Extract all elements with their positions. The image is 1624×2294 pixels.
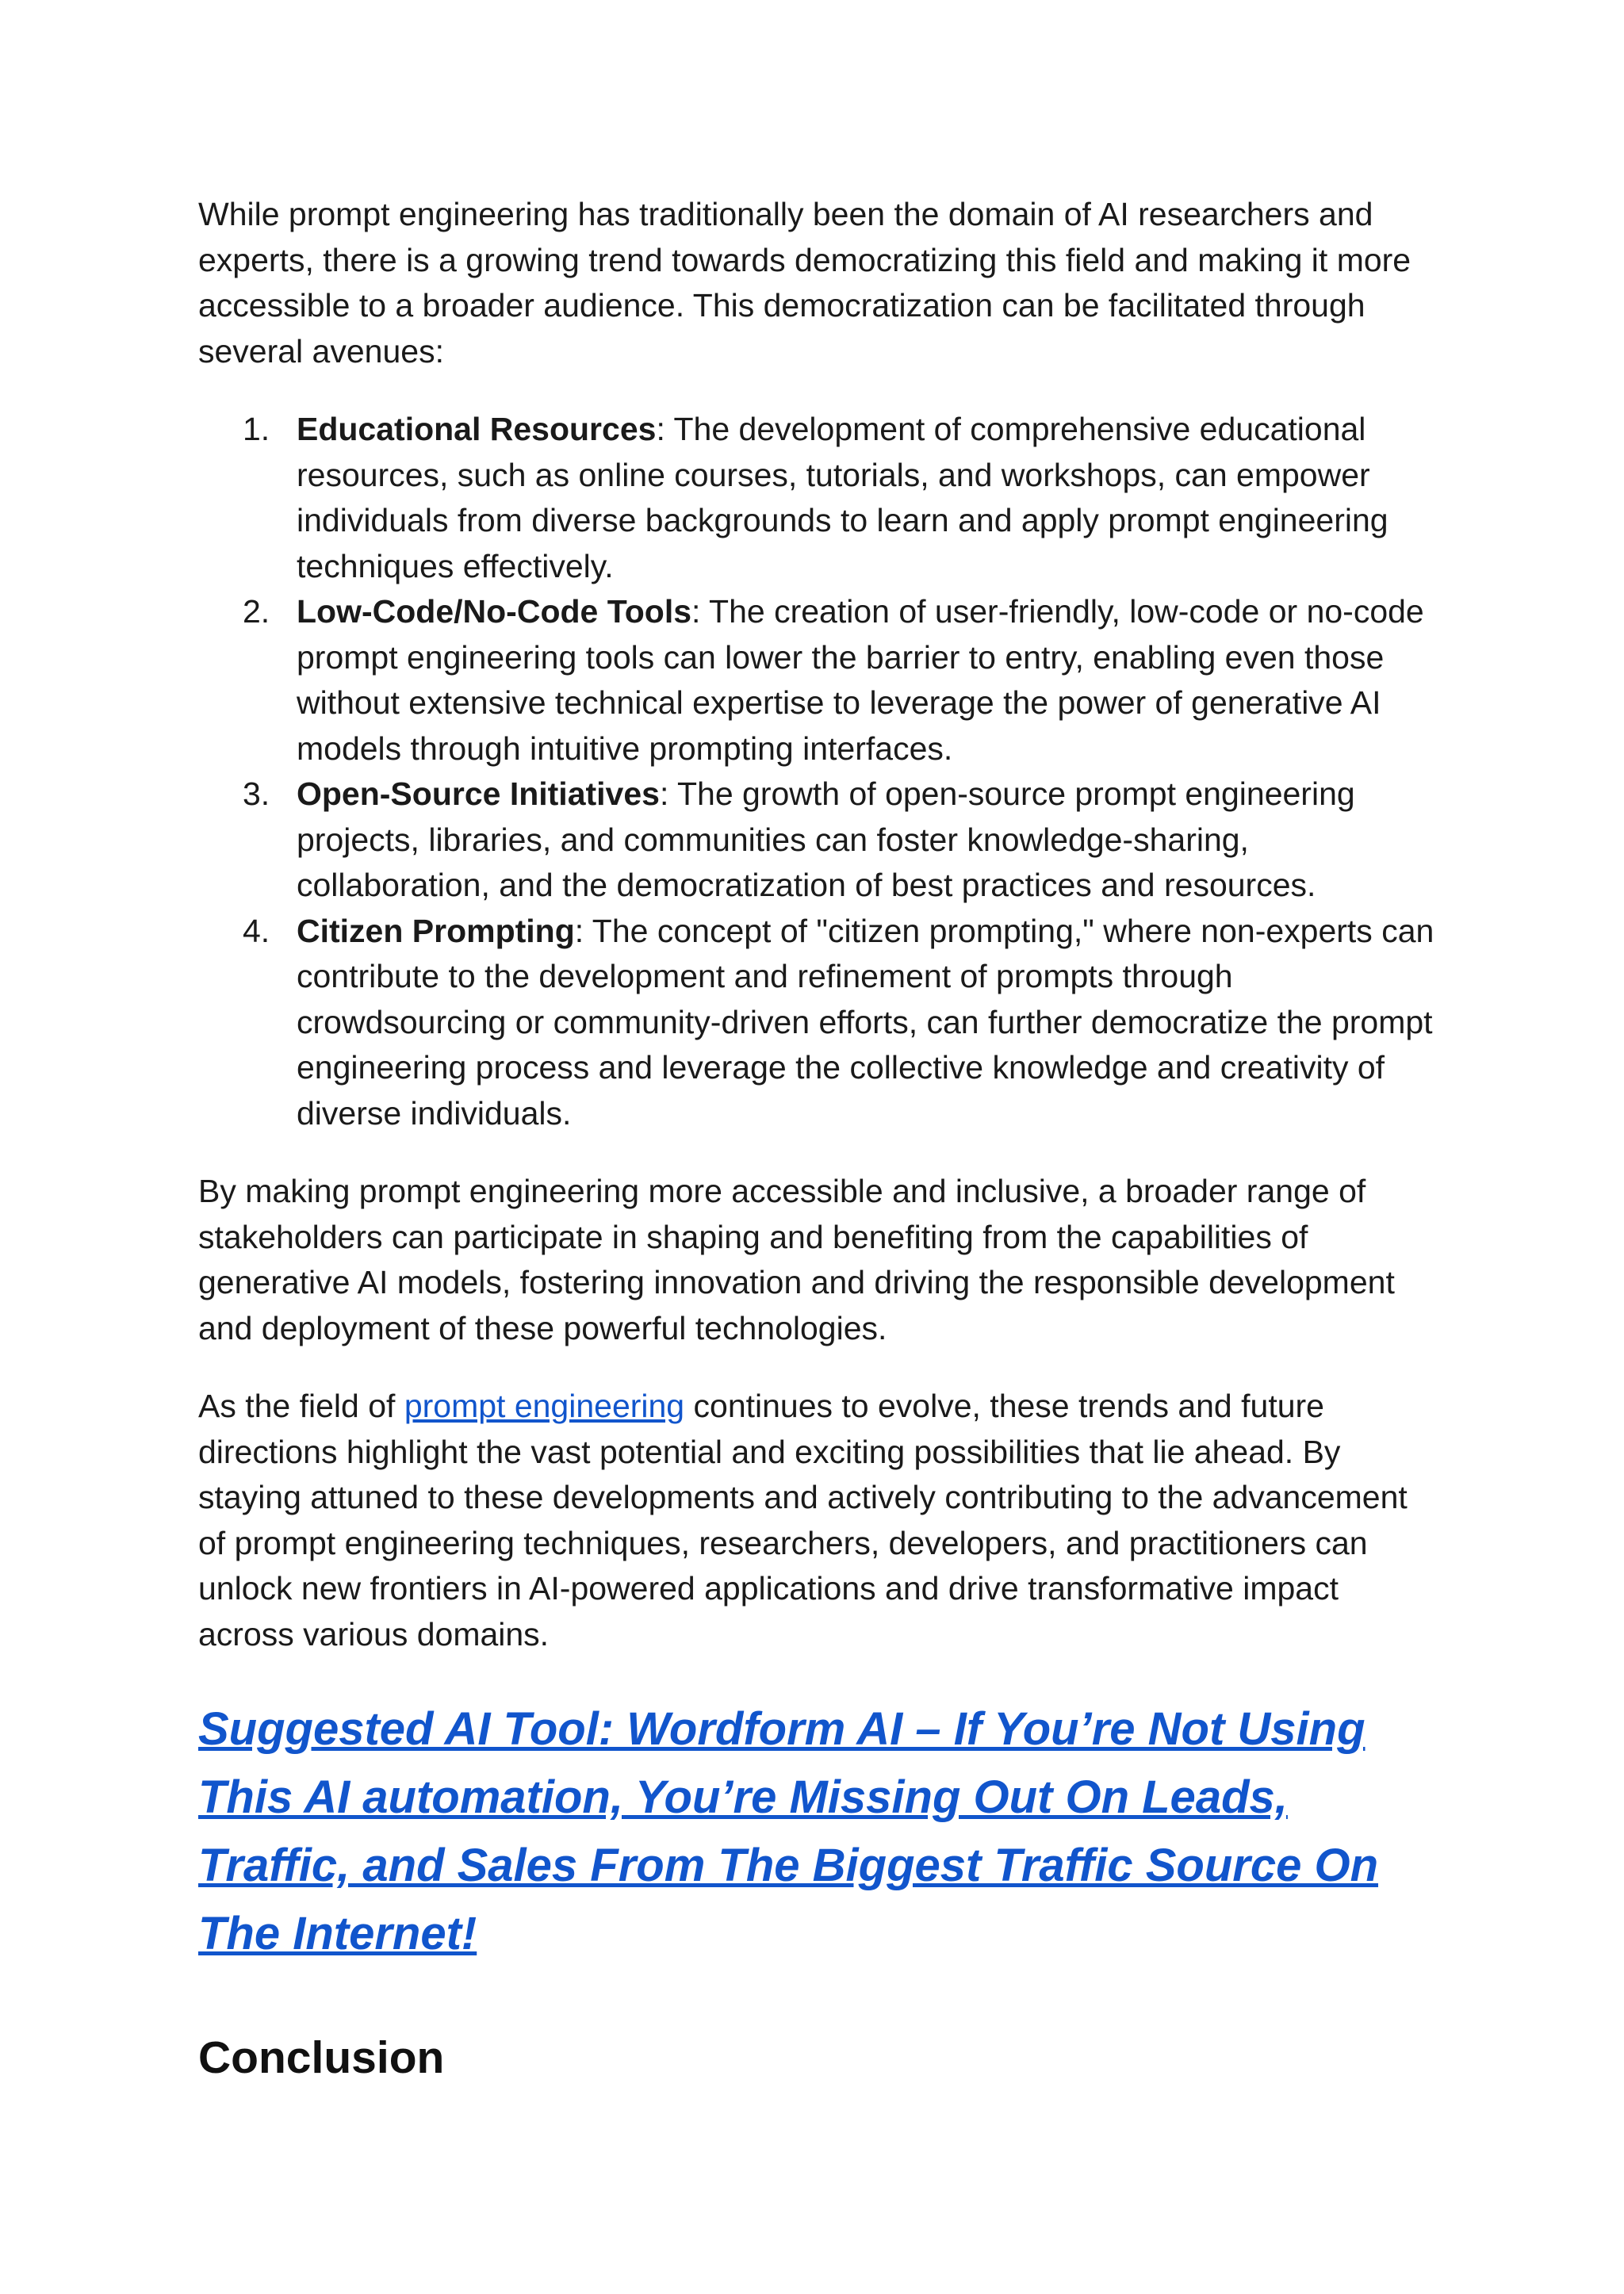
list-item — [198, 589, 1443, 772]
list-item-term: Open-Source Initiatives — [297, 776, 660, 812]
list-item-number: 1. — [243, 411, 270, 447]
intro-paragraph: While prompt engineering has traditionally been the domain of AI researchers and experts, there is a growing trend towards democratizing this field and making it more accessible to a broader audience. This democratization can be facilitated through several avenues: — [198, 196, 1411, 370]
list-item — [198, 407, 1443, 589]
list-item-term: Citizen Prompting — [297, 912, 575, 949]
list-item — [198, 772, 1443, 909]
accessibility-paragraph: By making prompt engineering more accessible and inclusive, a broader range of stakeholders can participate in shaping and benefiting from the capabilities of generative AI models, fostering innovation and driving the responsible development and deployment of these powerful technologies. — [198, 1173, 1395, 1346]
prompt-engineering-link[interactable]: prompt engineering — [404, 1388, 685, 1424]
document-page — [198, 192, 1443, 2085]
list-item — [198, 909, 1443, 1137]
suggested-tool-link[interactable]: Suggested AI Tool: Wordform AI – If You’re Not Using This AI automation, You’re Missing Out On Leads, Traffic, and Sales From The Biggest Traffic Source On The Internet! — [198, 1703, 1379, 1959]
list-item-number: 2. — [243, 593, 270, 630]
paragraph-text-before: As the field of — [198, 1388, 404, 1424]
conclusion-heading: Conclusion — [198, 2032, 445, 2083]
list-item-text: : The concept of "citizen prompting," where non-experts can contribute to the development and refinement of prompts through crowdsourcing or community-driven efforts, can further democratize the prompt engineering process and leverage the collective knowledge and creativity of diverse individuals. — [297, 912, 1434, 1132]
list-item-term: Educational Resources — [297, 411, 657, 447]
list-item-number: 3. — [243, 776, 270, 812]
evolution-paragraph — [198, 1384, 1443, 1657]
list-item-text: : The growth of open-source prompt engineering projects, libraries, and communities can foster knowledge-sharing, collaboration, and the democratization of best practices and resources. — [297, 776, 1355, 903]
list-item-term: Low-Code/No-Code Tools — [297, 593, 692, 630]
list-item-text: : The development of comprehensive educational resources, such as online courses, tutorials, and workshops, can empower individuals from diverse backgrounds to learn and apply prompt engineering techniques effectively. — [297, 411, 1388, 584]
list-item-text: : The creation of user-friendly, low-code or no-code prompt engineering tools can lower the barrier to entry, enabling even those without extensive technical expertise to leverage the power of generative AI models through intuitive prompting interfaces. — [297, 593, 1424, 767]
list-item-number: 4. — [243, 912, 270, 949]
avenues-list — [198, 407, 1443, 1136]
paragraph-text-after: continues to evolve, these trends and future directions highlight the vast potential and exciting possibilities that lie ahead. By staying attuned to these developments and actively contributing to the advancement of prompt engineering techniques, researchers, developers, and practitioners can unlock new frontiers in AI-powered applications and drive transformative impact across various domains. — [198, 1388, 1408, 1653]
